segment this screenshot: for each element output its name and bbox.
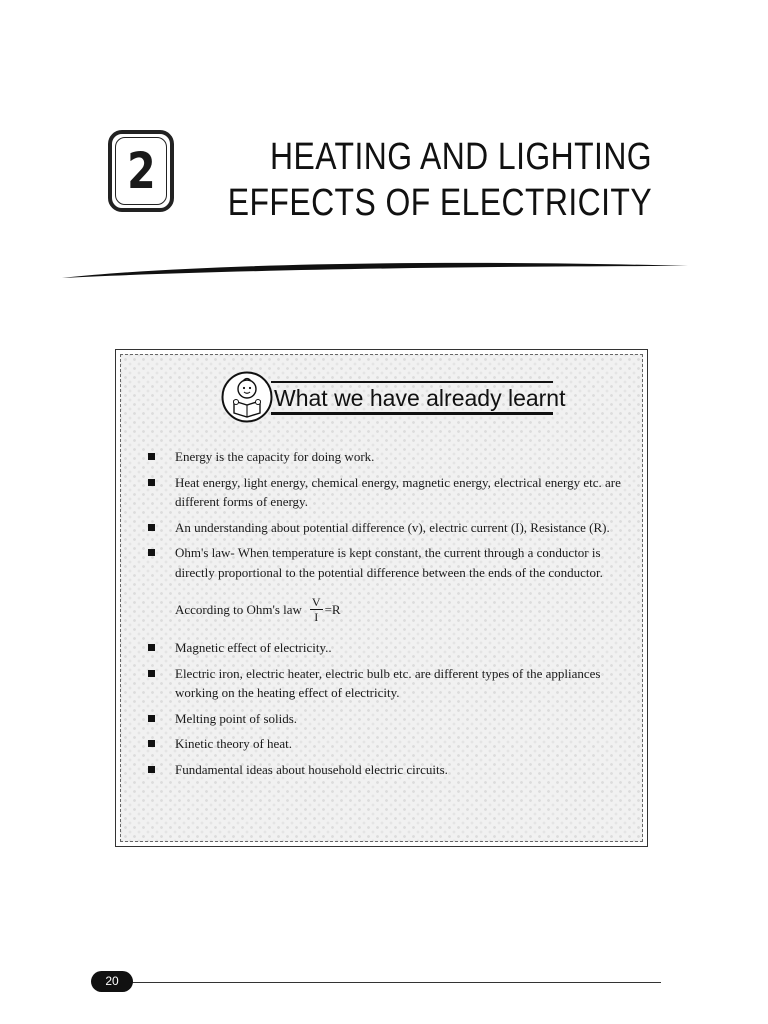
chapter-title-line-1: HEATING AND LIGHTING xyxy=(269,136,652,178)
list-item: Heat energy, light energy, chemical energy, magnetic energy, electrical energy etc. are different forms of energy. xyxy=(121,473,642,512)
already-learnt-panel xyxy=(120,354,643,842)
formula-denominator: I xyxy=(314,609,319,624)
square-bullet-icon xyxy=(148,453,155,460)
list-item: Ohm's law- When temperature is kept constant, the current through a conductor is directly proportional to the potential difference between the ends of the conductor. xyxy=(121,543,642,582)
learnt-list xyxy=(121,447,642,785)
page-number: 20 xyxy=(91,971,133,992)
chapter-number-badge xyxy=(108,130,174,212)
list-item: Energy is the capacity for doing work. xyxy=(121,447,642,467)
chapter-title-line-2: EFFECTS OF ELECTRICITY xyxy=(227,182,652,224)
square-bullet-icon xyxy=(148,715,155,722)
list-item: Fundamental ideas about household electric circuits. xyxy=(121,760,642,780)
chapter-title xyxy=(228,134,652,226)
square-bullet-icon xyxy=(148,766,155,773)
list-item: Electric iron, electric heater, electric bulb etc. are different types of the appliances working on the heating effect of electricity. xyxy=(121,664,642,703)
list-item: An understanding about potential difference (v), electric current (I), Resistance (R). xyxy=(121,518,642,538)
formula-numerator: V xyxy=(311,594,321,609)
chapter-number: 2 xyxy=(126,142,156,200)
square-bullet-icon xyxy=(148,549,155,556)
square-bullet-icon xyxy=(148,479,155,486)
list-item: Melting point of solids. xyxy=(121,709,642,729)
kid-reading-icon xyxy=(221,371,273,423)
already-learnt-title: What we have already learnt xyxy=(271,381,553,415)
formula-prefix: According to Ohm's law xyxy=(175,601,302,617)
square-bullet-icon xyxy=(148,740,155,747)
formula-result: =R xyxy=(324,601,341,617)
square-bullet-icon xyxy=(148,644,155,651)
already-learnt-box xyxy=(115,349,648,847)
square-bullet-icon xyxy=(148,670,155,677)
square-bullet-icon xyxy=(148,524,155,531)
title-swoosh-divider xyxy=(60,260,690,284)
footer-rule xyxy=(118,982,661,983)
already-learnt-header xyxy=(221,369,566,425)
formula-fraction xyxy=(310,595,323,624)
list-item: Magnetic effect of electricity.. xyxy=(121,638,642,658)
list-item: Kinetic theory of heat. xyxy=(121,734,642,754)
ohms-law-formula xyxy=(121,590,642,628)
